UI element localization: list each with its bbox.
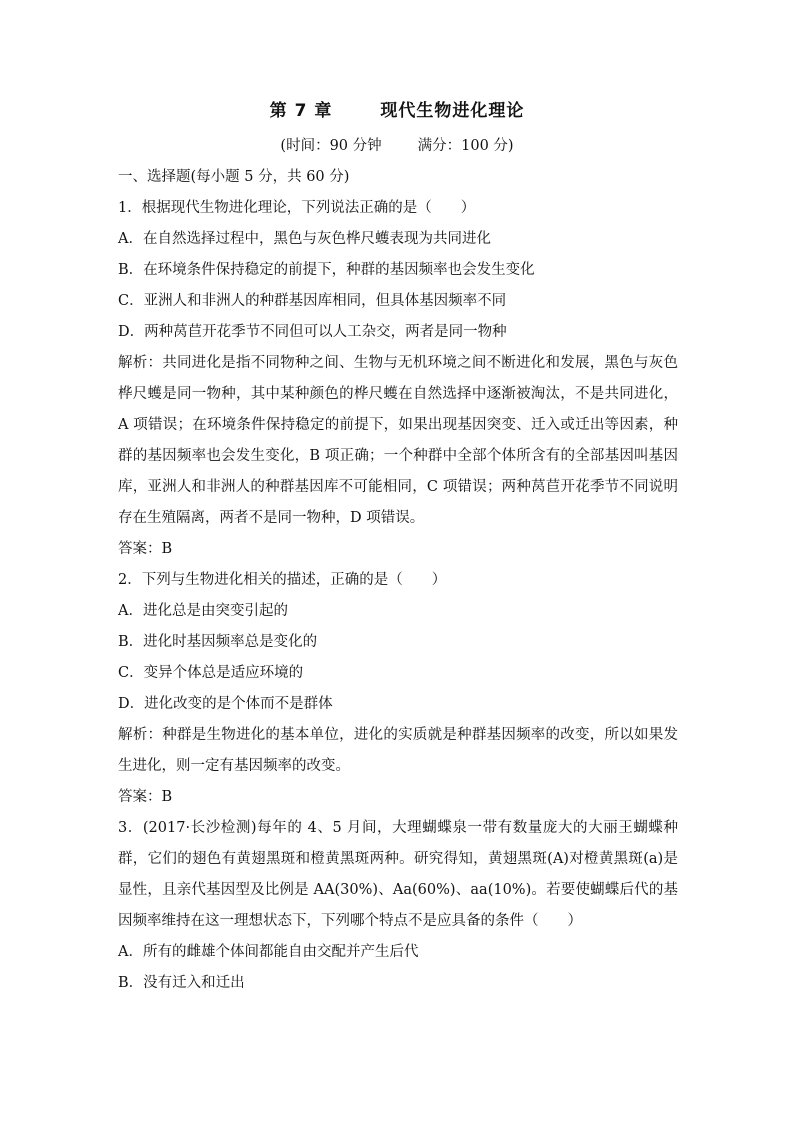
question-stem: 2．下列与生物进化相关的描述，正确的是（ ） [118, 572, 447, 588]
full-score: 满分：100 分) [417, 138, 514, 154]
option-a: A．进化总是由突变引起的 [118, 603, 288, 619]
option-b: B．在环境条件保持稳定的前提下，种群的基因频率也会发生变化 [118, 262, 535, 278]
question-2 [118, 565, 678, 813]
chapter-title: 现代生物进化理论 [380, 101, 525, 121]
chapter-label: 第 7 章 [269, 101, 333, 121]
question-stem: 1．根据现代生物进化理论，下列说法正确的是（ ） [118, 200, 476, 216]
section-heading: 一、选择题(每小题 5 分，共 60 分) [118, 169, 350, 185]
analysis-text: 解析：共同进化是指不同物种之间、生物与无机环境之间不断进化和发展，黑色与灰色桦尺蠖是同一物种，其中某种颜色的桦尺蠖在自然选择中逐渐被淘汰，不是共同进化，A 项错误；在环境条件保持稳定的前提下，如果出现基因突变、迁入或迁出等因素，种群的基因频率也会发生变化，B 项正确；一个种群中全部个体所含有的全部基因叫基因库，亚洲人和非洲人的种群基因库不可能相同，C 项错误；两种莴苣开花季节不同说明存在生殖隔离，两者不是同一物种，D 项错误。 [118, 355, 678, 526]
option-b: B．进化时基因频率总是变化的 [118, 634, 318, 650]
option-a: A．在自然选择过程中，黑色与灰色桦尺蠖表现为共同进化 [118, 231, 491, 247]
option-c: C．变异个体总是适应环境的 [118, 665, 304, 681]
question-stem: 3．(2017·长沙检测)每年的 4、5 月间，大理蝴蝶泉一带有数量庞大的大丽王蝴蝶种群，它们的翅色有黄翅黑斑和橙黄黑斑两种。研究得知，黄翅黑斑(A)对橙黄黑斑(a)是显性，且亲代基因型及比例是 AA(30%)、Aa(60%)、aa(10%)。若要使蝴蝶后代的基因频率维持在这一理想状态下，下列哪个特点不是应具备的条件（ ） [118, 820, 678, 929]
page-title [0, 96, 794, 121]
answer-text: 答案：B [118, 541, 173, 557]
option-b: B．没有迁入和迁出 [118, 975, 245, 991]
question-1 [118, 193, 678, 565]
exam-info [0, 134, 794, 155]
option-c: C．亚洲人和非洲人的种群基因库相同，但具体基因频率不同 [118, 293, 507, 309]
option-a: A．所有的雌雄个体间都能自由交配并产生后代 [118, 944, 419, 960]
question-3 [118, 813, 678, 999]
content-body [118, 162, 678, 999]
time-limit: (时间：90 分钟 [280, 138, 382, 154]
option-d: D．两种莴苣开花季节不同但可以人工杂交，两者是同一物种 [118, 324, 507, 340]
answer-text: 答案：B [118, 789, 173, 805]
analysis-text: 解析：种群是生物进化的基本单位，进化的实质就是种群基因频率的改变，所以如果发生进化，则一定有基因频率的改变。 [118, 727, 678, 774]
option-d: D．进化改变的是个体而不是群体 [118, 696, 333, 712]
